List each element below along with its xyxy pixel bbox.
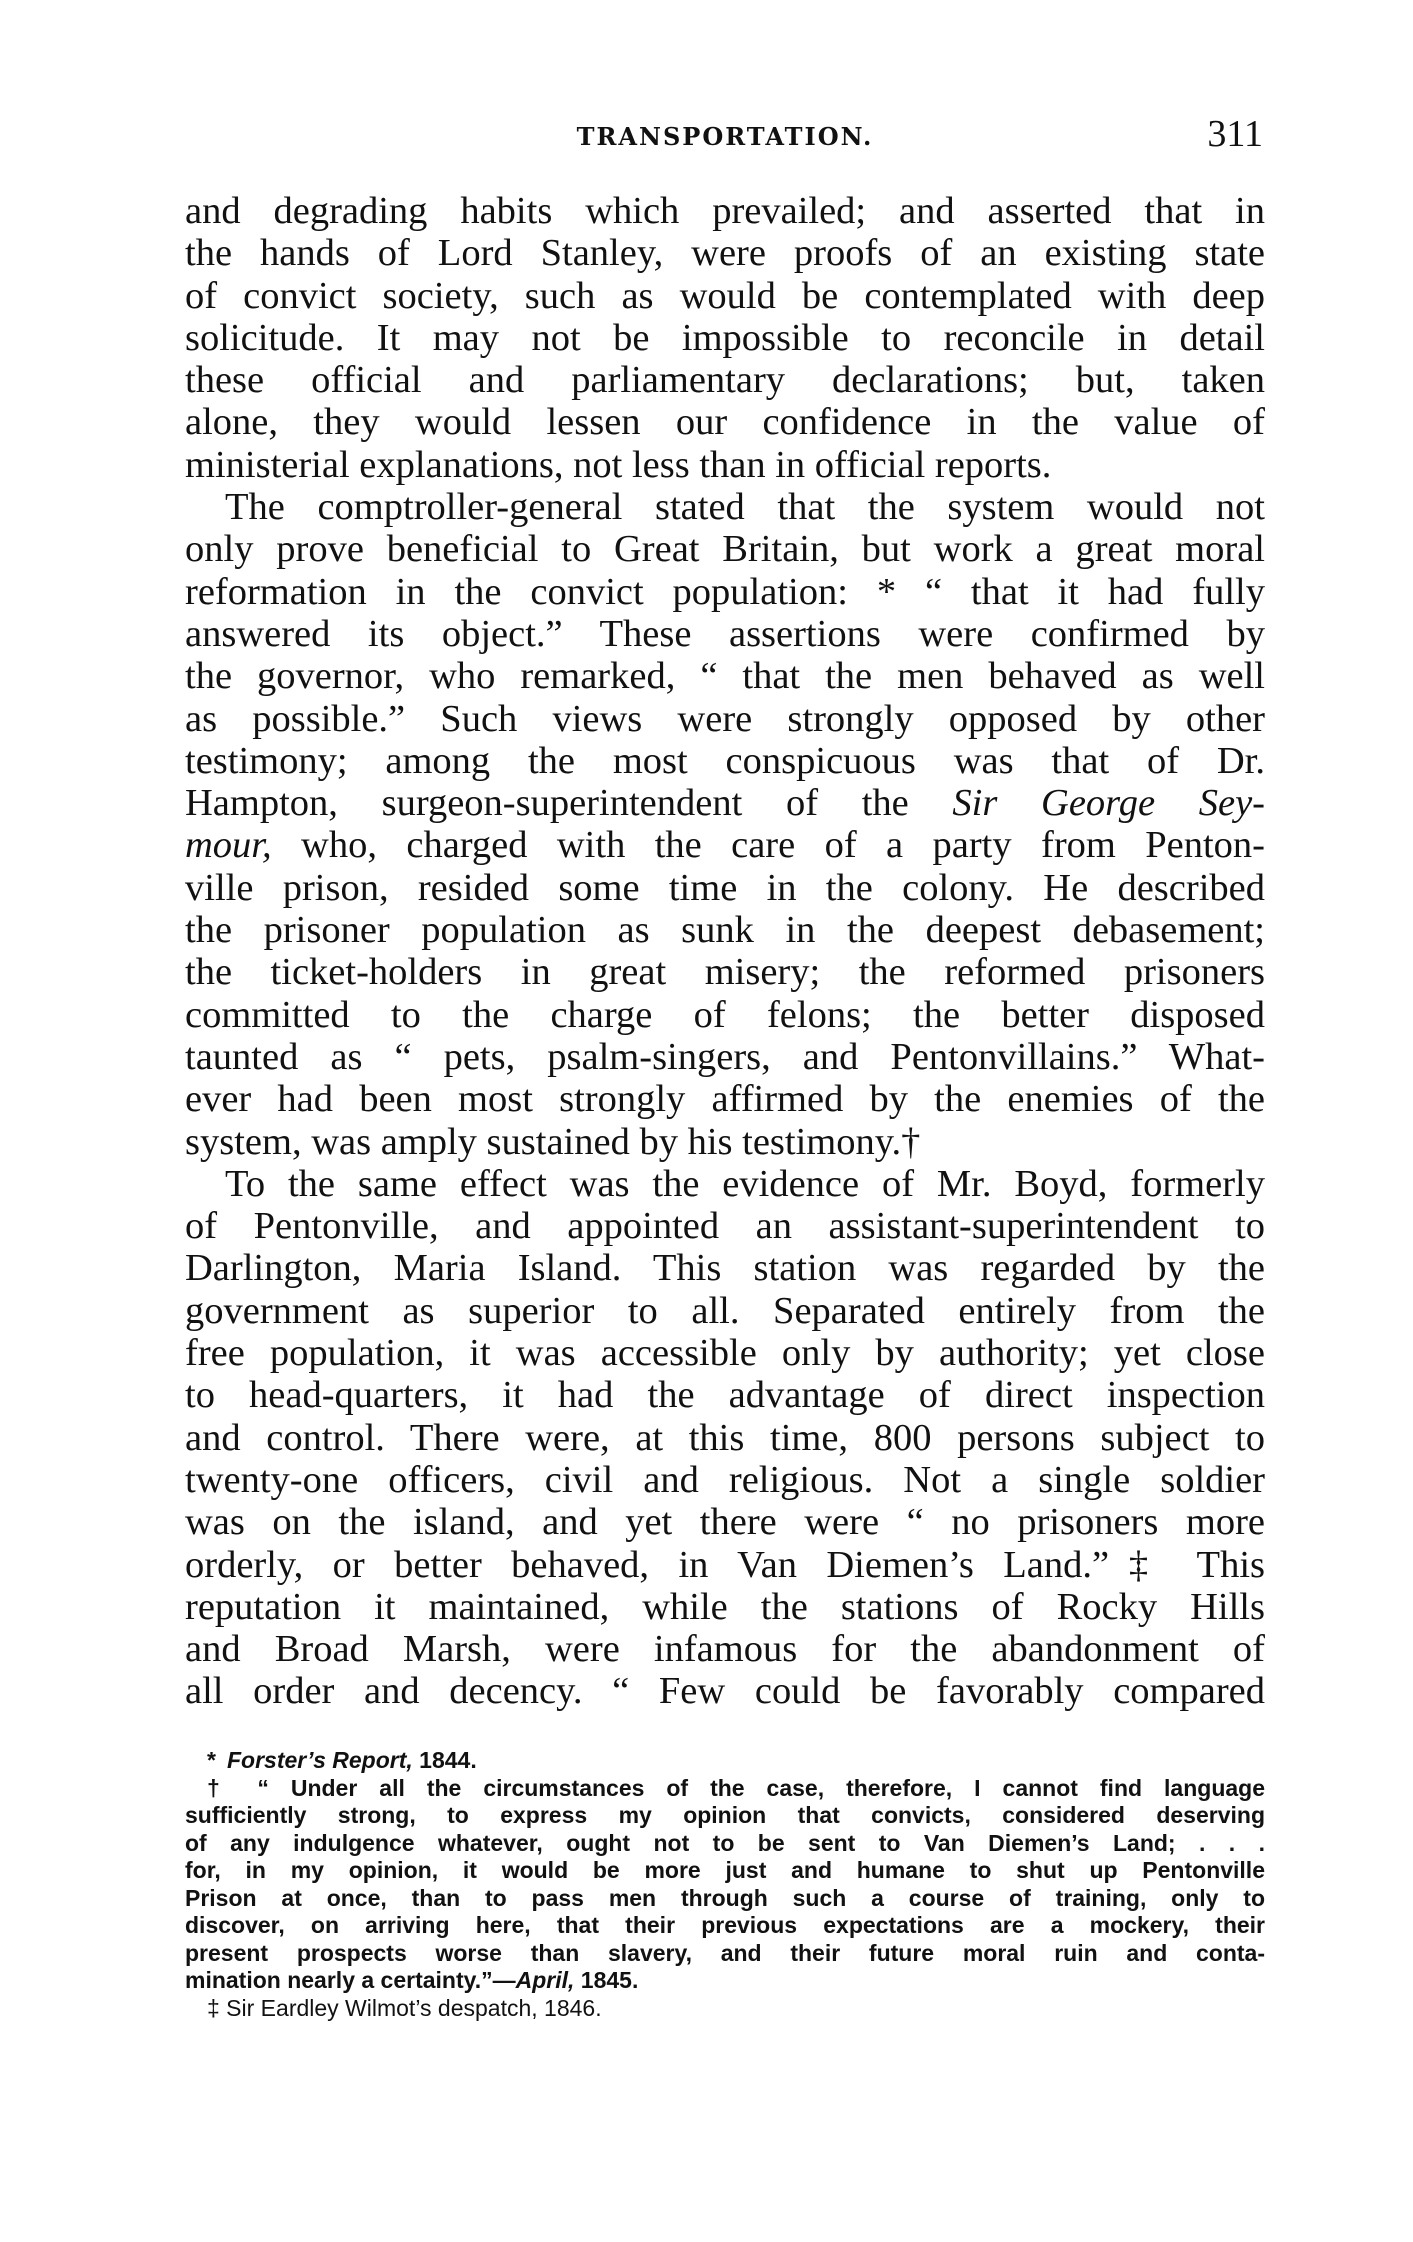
footnote-3: ‡ Sir Eardley Wilmot’s despatch, 1846. [207, 1994, 602, 2021]
text-line-with-italic [185, 782, 1265, 824]
text-line: only prove beneficial to Great Britain, but work a great moral [185, 528, 1265, 571]
text-line: all order and decency. “ Few could be favorably compared [185, 1670, 1265, 1713]
footnote-2-line: of any indulgence whatever, ought not to be sent to Van Diemen’s Land; . . . [185, 1829, 1265, 1856]
text-line: was on the island, and yet there were “ no prisoners more [185, 1501, 1265, 1544]
text-line-with-italic [185, 824, 1265, 866]
text-line: to head-quarters, it had the advantage of direct inspection [185, 1374, 1265, 1417]
ship-name-italic: mour, [185, 824, 272, 867]
footnote-2-year: 1845. [574, 1967, 639, 1993]
body-text [185, 190, 1265, 1713]
text-line: as possible.” Such views were strongly opposed by other [185, 697, 1265, 740]
text-line: twenty-one officers, civil and religious. Not a single soldier [185, 1458, 1265, 1501]
text-line: and Broad Marsh, were infamous for the abandonment of [185, 1628, 1265, 1671]
text-segment: Hampton, surgeon-superintendent of the [185, 782, 953, 825]
text-segment: who, charged with the care of a party from Penton- [271, 824, 1265, 867]
text-line: ever had been most strongly affirmed by the enemies of the [185, 1078, 1265, 1121]
text-line: ville prison, resided some time in the colony. He described [185, 866, 1265, 909]
footnote-2-date-italic: April, [515, 1967, 575, 1993]
footnote-2-line: Prison at once, than to pass men through such a course of training, only to [185, 1884, 1265, 1911]
text-line: of convict society, such as would be contemplated with deep [185, 274, 1265, 317]
text-line: the ticket-holders in great misery; the reformed prisoners [185, 951, 1265, 994]
text-line: To the same effect was the evidence of Mr. Boyd, formerly [225, 1162, 1265, 1205]
footnote-year: 1844. [412, 1747, 477, 1773]
footnote-2-line: for, in my opinion, it would be more just and humane to shut up Pentonville [185, 1857, 1265, 1883]
footnote-2-last-line [185, 1967, 1265, 1995]
text-line: free population, it was accessible only by authority; yet close [185, 1332, 1265, 1375]
text-line: committed to the charge of felons; the better disposed [185, 993, 1265, 1036]
footnote-2-line: discover, on arriving here, that their previous expectations are a mockery, their [185, 1912, 1265, 1938]
text-line: reformation in the convict population: * “ that it had fully [185, 570, 1265, 613]
text-line: the governor, who remarked, “ that the men behaved as well [185, 655, 1265, 698]
footnote-2-line: sufficiently strong, to express my opinion that convicts, considered deserving [185, 1802, 1265, 1828]
text-line: solicitude. It may not be impossible to reconcile in detail [185, 316, 1265, 359]
text-line: orderly, or better behaved, in Van Diemen’s Land.”‡ This [185, 1543, 1265, 1586]
text-line: these official and parliamentary declarations; but, taken [185, 359, 1265, 402]
text-line: Darlington, Maria Island. This station was regarded by the [185, 1247, 1265, 1290]
text-line: of Pentonville, and appointed an assistant-superintendent to [185, 1205, 1265, 1248]
text-line: testimony; among the most conspicuous was that of Dr. [185, 739, 1265, 782]
text-line: reputation it maintained, while the stations of Rocky Hills [185, 1585, 1265, 1628]
ship-name-italic: Sir George Sey- [952, 782, 1265, 825]
footnote-2-line: present prospects worse than slavery, and their future moral ruin and conta- [185, 1939, 1265, 1966]
text-line: government as superior to all. Separated entirely from the [185, 1289, 1265, 1332]
page-number: 311 [1207, 113, 1263, 155]
text-line: and control. There were, at this time, 800 persons subject to [185, 1416, 1265, 1459]
text-line: The comptroller-general stated that the system would not [225, 486, 1265, 529]
text-line: the hands of Lord Stanley, were proofs of an existing state [185, 232, 1265, 275]
text-line: taunted as “ pets, psalm-singers, and Pentonvillains.” What- [185, 1035, 1265, 1078]
text-line: alone, they would lessen our confidence in the value of [185, 401, 1265, 444]
text-line: the prisoner population as sunk in the deepest debasement; [185, 909, 1265, 952]
footnote-source-italic: Forster’s Report, [227, 1747, 413, 1773]
text-line: answered its object.” These assertions were confirmed by [185, 612, 1265, 655]
text-line: system, was amply sustained by his testimony.† [185, 1120, 921, 1163]
text-line: ministerial explanations, not less than in official reports. [185, 443, 1052, 486]
footnote-marker: * [207, 1747, 216, 1773]
footnote-2-line: † “ Under all the circumstances of the case, therefore, I cannot find language [207, 1774, 1265, 1801]
footnote-2-text: mination nearly a certainty.”— [185, 1967, 516, 1993]
text-line: and degrading habits which prevailed; and asserted that in [185, 190, 1265, 232]
footnote-1 [185, 1747, 1265, 1775]
footnotes [185, 1747, 1265, 2022]
running-head [185, 112, 1265, 160]
running-head-title: TRANSPORTATION. [576, 122, 874, 151]
